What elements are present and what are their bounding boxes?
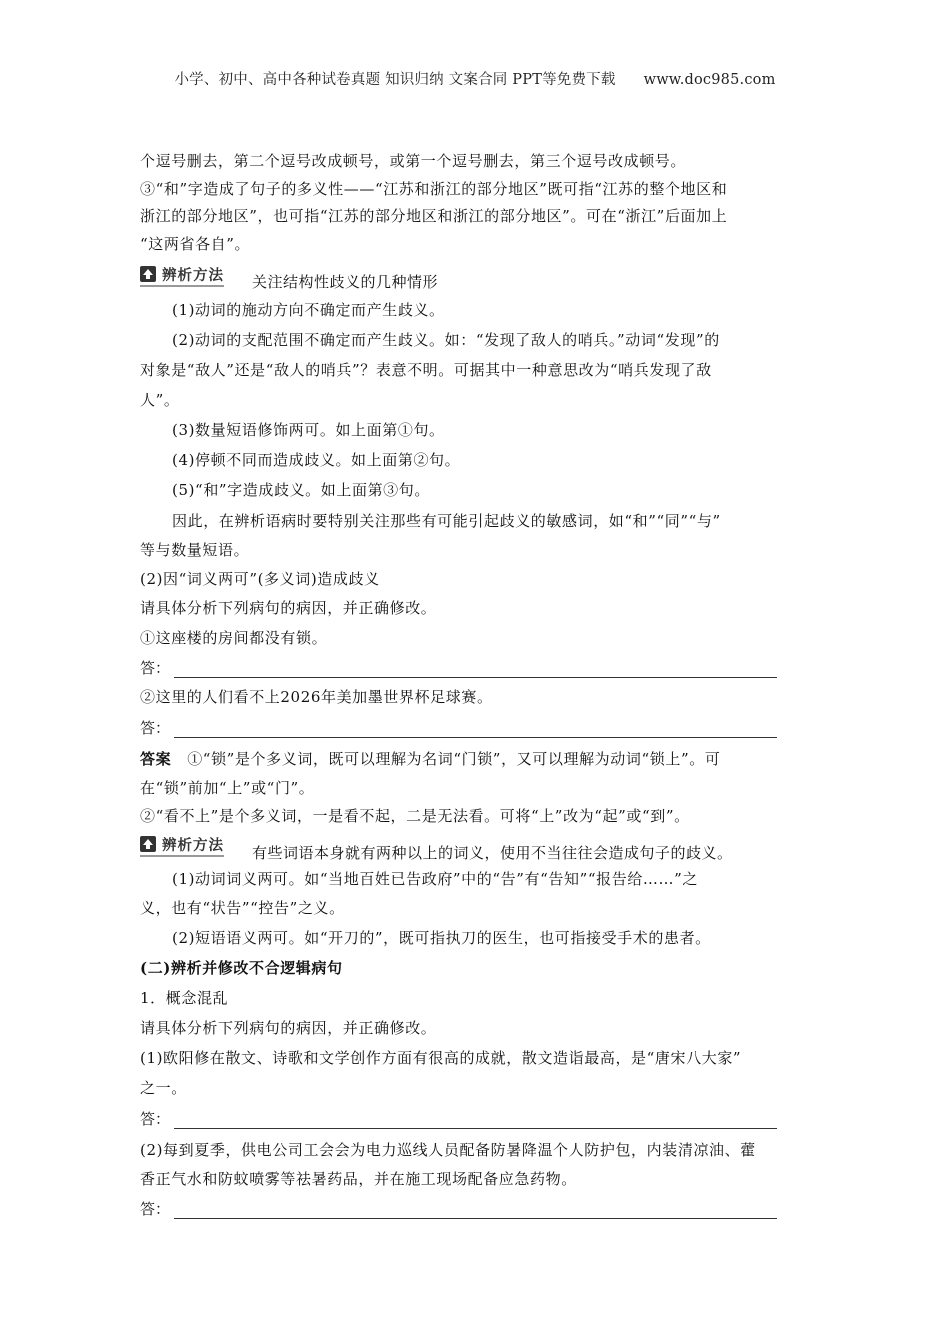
answer-blank[interactable] xyxy=(174,663,777,678)
answer-line[interactable] xyxy=(140,658,777,678)
answer-text: ②“看不上”是个多义词，一是看不起，二是无法看。可将“上”改为“起”或“到”。 xyxy=(140,807,690,825)
text-line: “这两省各自”。 xyxy=(140,235,251,253)
answer-label: 答： xyxy=(140,1200,171,1218)
header-url: www.doc985.com xyxy=(643,72,776,88)
method-item: (1)动词的施动方向不确定而产生歧义。 xyxy=(172,301,445,319)
part-title: (二)辨析并修改不合逻辑病句 xyxy=(140,959,343,977)
instruction: 请具体分析下列病句的病因，并正确修改。 xyxy=(140,1019,437,1037)
answer-label: 答： xyxy=(140,719,171,737)
page-header xyxy=(0,68,950,89)
text-line: 浙江的部分地区”，也可指“江苏的部分地区和浙江的部分地区”。可在“浙江”后面加上 xyxy=(140,207,728,225)
method-badge xyxy=(140,264,224,287)
question: ②这里的人们看不上2026年美加墨世界杯足球赛。 xyxy=(140,688,493,706)
method-badge xyxy=(140,834,224,857)
sub-title: 1．概念混乱 xyxy=(140,989,229,1007)
question: 之一。 xyxy=(140,1079,187,1097)
method-item: 因此，在辨析语病时要特别关注那些有可能引起歧义的敏感词，如“和”“同”“与” xyxy=(172,512,721,530)
method-item: (5)“和”字造成歧义。如上面第③句。 xyxy=(172,481,430,499)
method-item: 对象是“敌人”还是“敌人的哨兵”？表意不明。可据其中一种意思改为“哨兵发现了敌 xyxy=(140,361,712,379)
answer-tag: 答案 xyxy=(140,750,172,768)
method-item: (3)数量短语修饰两可。如上面第①句。 xyxy=(172,421,445,439)
answer-text xyxy=(140,749,720,769)
method-item: (2)动词的支配范围不确定而产生歧义。如：“发现了敌人的哨兵。”动词“发现”的 xyxy=(172,331,720,349)
method-item: (1)动词词义两可。如“当地百姓已告政府”中的“告”有“告知”“报告给……”之 xyxy=(172,870,698,888)
answer-label: 答： xyxy=(140,1110,171,1128)
question: (2)每到夏季，供电公司工会会为电力巡线人员配备防暑降温个人防护包，内装清凉油、藿 xyxy=(140,1141,756,1159)
answer-blank[interactable] xyxy=(174,1204,777,1219)
method-item: 等与数量短语。 xyxy=(140,541,250,559)
method-item: (2)短语语义两可。如“开刀的”，既可指执刀的医生，也可指接受手术的患者。 xyxy=(172,929,711,947)
question: 香正气水和防蚊喷雾等祛暑药品，并在施工现场配备应急药物。 xyxy=(140,1170,577,1188)
instruction: 请具体分析下列病句的病因，并正确修改。 xyxy=(140,599,437,617)
question: ①这座楼的房间都没有锁。 xyxy=(140,629,328,647)
section-title: (2)因“词义两可”(多义词)造成歧义 xyxy=(140,570,380,588)
answer-line[interactable] xyxy=(140,1199,777,1219)
method-item: 人”。 xyxy=(140,391,180,409)
answer-blank[interactable] xyxy=(174,723,777,738)
answer-line[interactable] xyxy=(140,1109,777,1129)
up-arrow-icon xyxy=(140,836,156,852)
question: (1)欧阳修在散文、诗歌和文学创作方面有很高的成就，散文造诣最高，是“唐宋八大家” xyxy=(140,1049,742,1067)
method-item: 义，也有“状告”“控告”之义。 xyxy=(140,899,345,917)
text-line: 个逗号删去，第二个逗号改成顿号，或第一个逗号删去，第三个逗号改成顿号。 xyxy=(140,152,687,170)
answer-line[interactable] xyxy=(140,718,777,738)
badge-label: 辨析方法 xyxy=(162,267,224,284)
text-line: ③“和”字造成了句子的多义性——“江苏和浙江的部分地区”既可指“江苏的整个地区和 xyxy=(140,180,728,198)
up-arrow-icon xyxy=(140,266,156,282)
header-text: 小学、初中、高中各种试卷真题 知识归纳 文案合同 PPT等免费下载 xyxy=(174,72,616,88)
method-title: 关注结构性歧义的几种情形 xyxy=(252,273,439,291)
method-title: 有些词语本身就有两种以上的词义，使用不当往往会造成句子的歧义。 xyxy=(252,844,733,862)
answer-blank[interactable] xyxy=(174,1114,777,1129)
answer-label: 答： xyxy=(140,659,171,677)
answer-text: 在“锁”前加“上”或“门”。 xyxy=(140,779,315,797)
badge-label: 辨析方法 xyxy=(162,837,224,854)
answer-content: ①“锁”是个多义词，既可以理解为名词“门锁”，又可以理解为动词“锁上”。可 xyxy=(187,750,721,768)
method-item: (4)停顿不同而造成歧义。如上面第②句。 xyxy=(172,451,461,469)
